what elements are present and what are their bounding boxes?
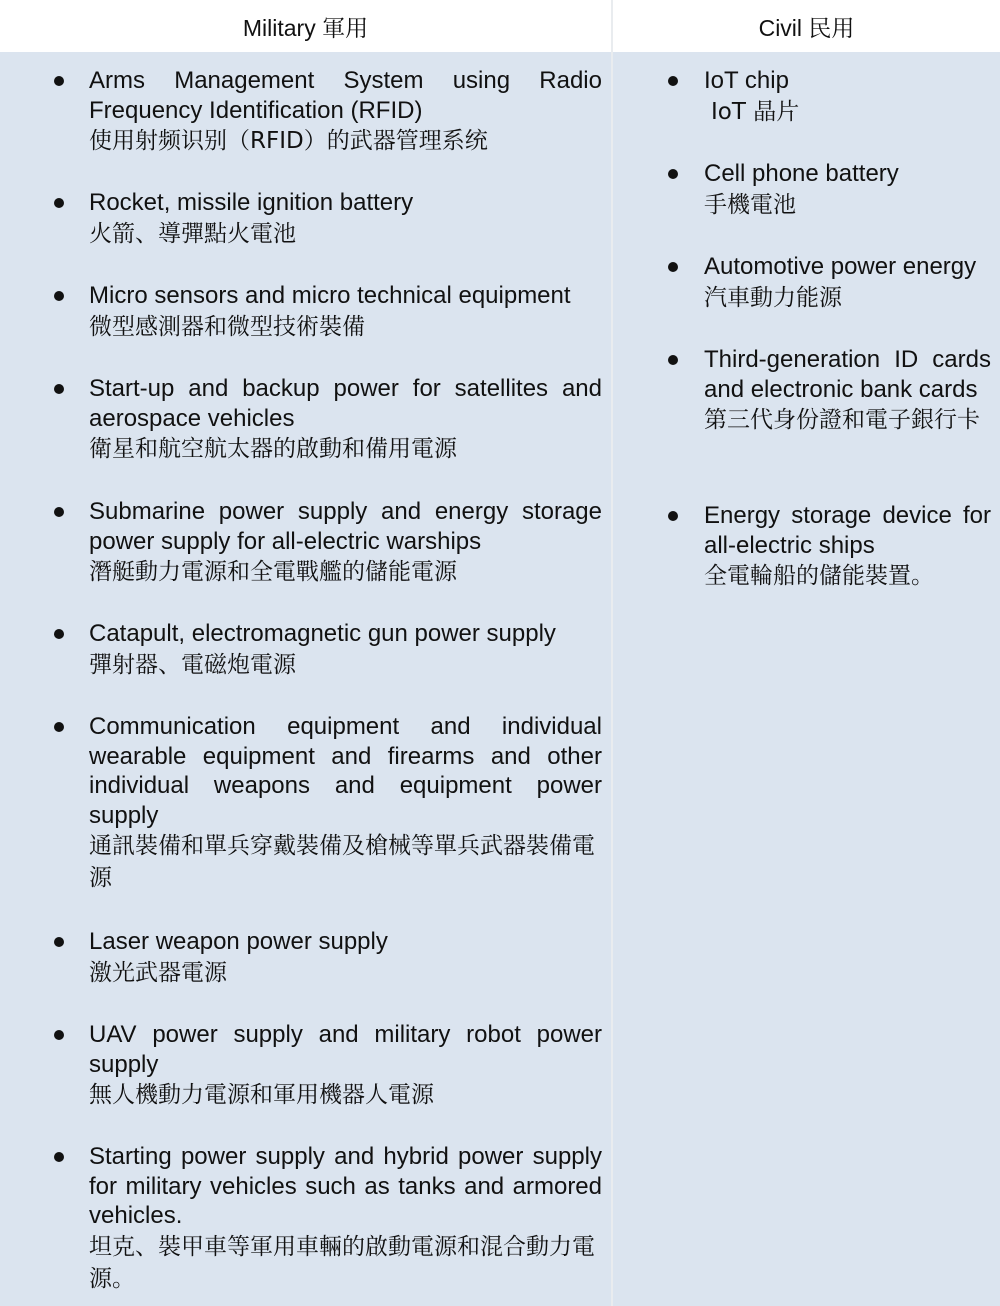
list-item bbox=[704, 252, 991, 314]
column-divider bbox=[611, 0, 613, 1306]
bullet-icon bbox=[54, 507, 64, 517]
item-english: Energy storage device for all-electric ships bbox=[704, 502, 991, 559]
item-chinese: 坦克、裝甲車等軍用車輛的啟動電源和混合動力電源。 bbox=[89, 1233, 595, 1292]
list-item bbox=[89, 927, 602, 989]
list-item bbox=[704, 501, 991, 592]
item-chinese: 手機電池 bbox=[704, 191, 796, 218]
bullet-icon bbox=[668, 262, 678, 272]
item-chinese: 激光武器電源 bbox=[89, 959, 227, 986]
bullet-icon bbox=[54, 198, 64, 208]
item-english: Communication equipment and individual wearable equipment and firearms and other individual weapons and equipment power supply bbox=[89, 713, 602, 829]
item-english: Start-up and backup power for satellites and aerospace vehicles bbox=[89, 375, 602, 432]
item-chinese: 第三代身份證和電子銀行卡 bbox=[704, 407, 980, 433]
bullet-icon bbox=[54, 722, 64, 732]
item-chinese: 潛艇動力電源和全電戰艦的儲能電源 bbox=[89, 559, 457, 585]
bullet-icon bbox=[668, 355, 678, 365]
list-item bbox=[89, 1020, 602, 1111]
list-item bbox=[89, 281, 602, 343]
bullet-icon bbox=[54, 291, 64, 301]
item-english: Automotive power energy bbox=[704, 253, 977, 280]
item-chinese: 全電輪船的儲能裝置。 bbox=[704, 563, 934, 589]
bullet-icon bbox=[668, 169, 678, 179]
item-english: Micro sensors and micro technical equipment bbox=[89, 282, 571, 309]
bullet-icon bbox=[54, 76, 64, 86]
item-chinese: 使用射频识别（RFID）的武器管理系统 bbox=[89, 128, 488, 154]
bullet-icon bbox=[54, 937, 64, 947]
item-chinese: IoT 晶片 bbox=[711, 98, 800, 125]
item-english: Submarine power supply and energy storage power supply for all-electric warships bbox=[89, 498, 602, 555]
item-chinese: 通訊裝備和單兵穿戴裝備及槍械等單兵武器裝備電源 bbox=[89, 833, 595, 891]
bullet-icon bbox=[668, 511, 678, 521]
item-chinese: 汽車動力能源 bbox=[704, 284, 842, 311]
item-chinese: 衛星和航空航太器的啟動和備用電源 bbox=[89, 436, 457, 462]
list-item bbox=[89, 1142, 602, 1295]
military-column-header: Military 軍用 bbox=[0, 0, 611, 52]
item-chinese: 火箭、導彈點火電池 bbox=[89, 220, 296, 247]
item-chinese: 無人機動力電源和軍用機器人電源 bbox=[89, 1082, 434, 1108]
civil-cell bbox=[613, 52, 1000, 1306]
list-item bbox=[89, 619, 602, 681]
bullet-icon bbox=[54, 1152, 64, 1162]
list-item bbox=[89, 497, 602, 588]
item-english: Laser weapon power supply bbox=[89, 928, 388, 955]
item-english: Starting power supply and hybrid power supply for military vehicles such as tanks and armored vehicles. bbox=[89, 1143, 602, 1229]
bullet-icon bbox=[54, 1030, 64, 1040]
item-english: Arms Management System using Radio Frequency Identification (RFID) bbox=[89, 67, 602, 124]
item-chinese: 微型感測器和微型技術裝備 bbox=[89, 313, 365, 340]
bullet-icon bbox=[668, 76, 678, 86]
list-item bbox=[89, 66, 602, 157]
list-item bbox=[704, 66, 991, 128]
list-item bbox=[704, 159, 991, 221]
civil-column-header: Civil 民用 bbox=[613, 0, 1000, 52]
item-english: Cell phone battery bbox=[704, 160, 899, 187]
list-item bbox=[89, 374, 602, 465]
item-english: Catapult, electromagnetic gun power supply bbox=[89, 620, 556, 647]
list-item bbox=[89, 188, 602, 250]
item-english: IoT chip bbox=[704, 67, 789, 94]
item-english: Rocket, missile ignition battery bbox=[89, 189, 414, 216]
item-english: UAV power supply and military robot power supply bbox=[89, 1021, 602, 1078]
item-english: Third-generation ID cards and electronic bank cards bbox=[704, 346, 991, 403]
bullet-icon bbox=[54, 384, 64, 394]
list-item bbox=[89, 712, 602, 894]
item-chinese: 彈射器、電磁炮電源 bbox=[89, 651, 296, 678]
list-item bbox=[704, 345, 991, 436]
bullet-icon bbox=[54, 629, 64, 639]
